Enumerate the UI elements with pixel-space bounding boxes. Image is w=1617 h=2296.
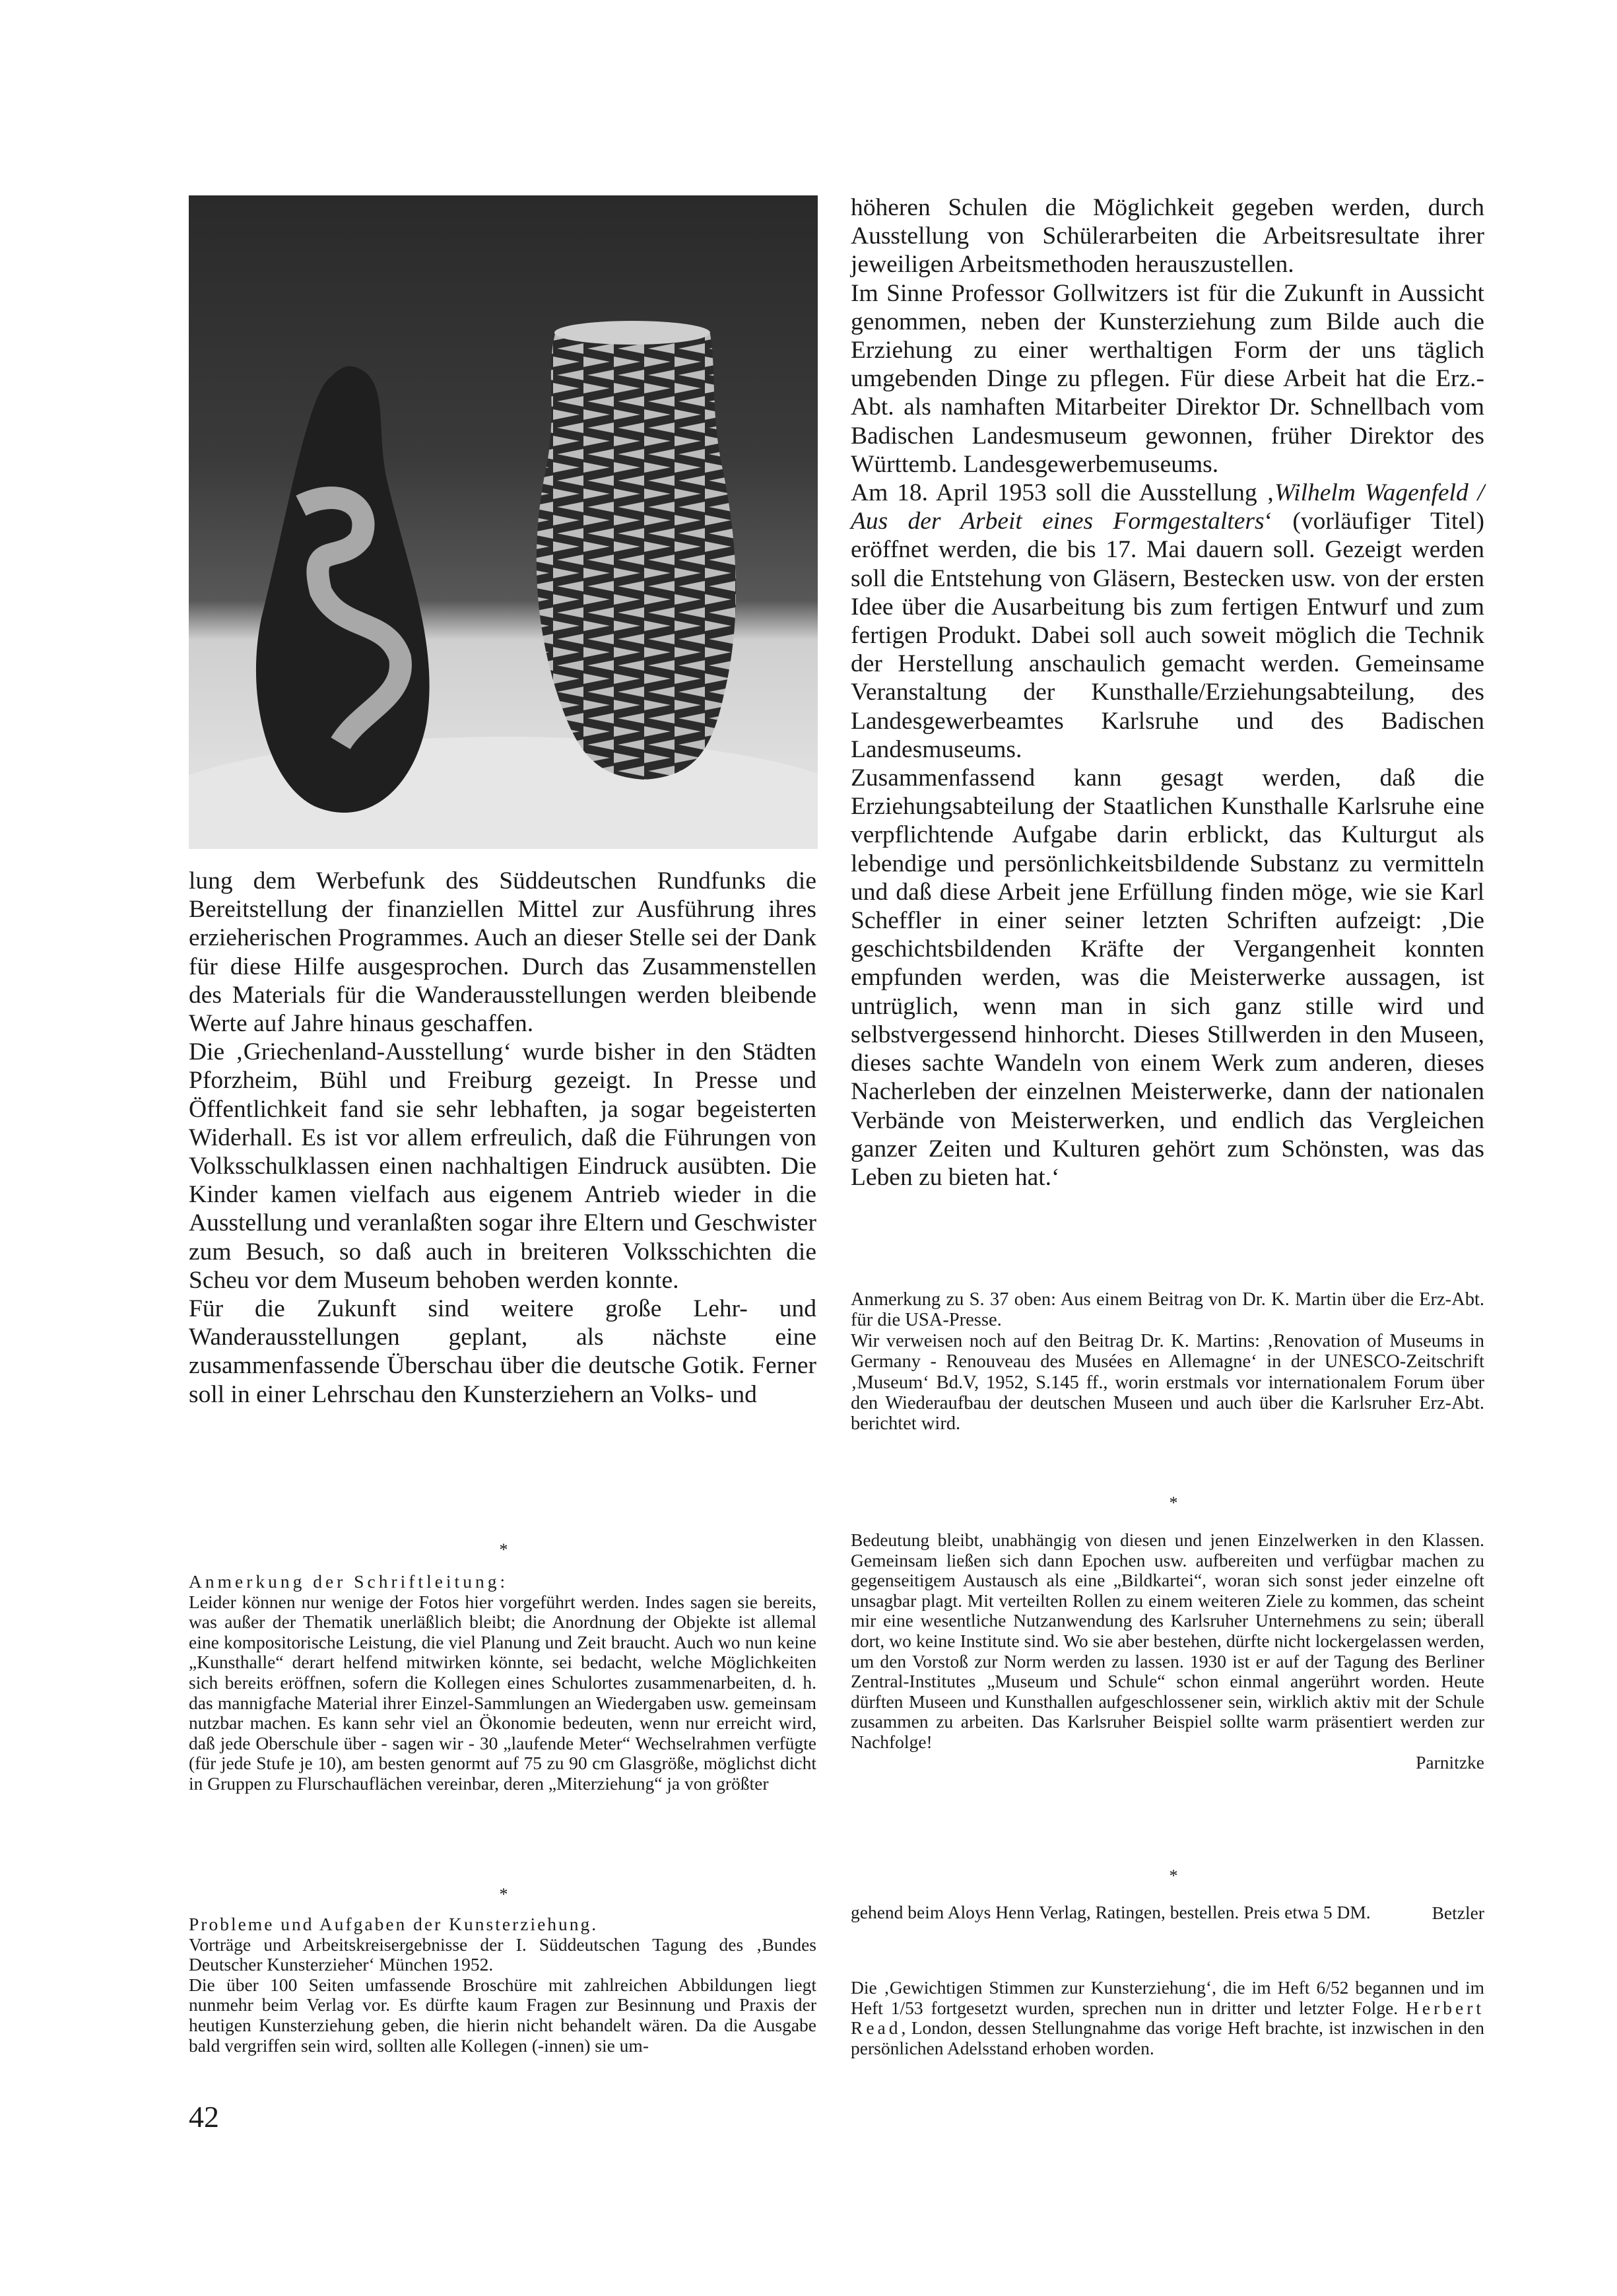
right-vase [537,324,736,780]
separator-star: * [499,1540,508,1559]
editor-note [189,1572,816,1794]
paragraph: Für die Zukunft sind weitere große Lehr- und Wanderausstellungen geplant, als nächste eine zusammenfassende Überschau über die deutsche Gotik. Ferner soll in einer Lehrschau den Kunsterziehern an Volks- und [189,1295,816,1408]
page-number: 42 [189,2100,219,2134]
voices-text: Die ‚Gewichtigen Stimmen zur Kunsterziehung‘, die im Heft 6/52 begannen und im Heft 1/53 fortgesetzt wurden, sprechen nun in dritter und letzter Folge. Herbert Read, London, dessen Stellungnahme das vorige Heft brachte, ist inzwischen in den persönlichen Adelsstand erhoben worden. [851,1977,1485,2058]
voices-notice [851,1978,1484,2058]
separator-star: * [1169,1866,1178,1885]
editor-note-continued [851,1530,1484,1773]
signature-parnitzke: Parnitzke [1416,1751,1484,1773]
editor-note-heading: Anmerkung der Schriftleitung: [189,1571,509,1592]
vases-photo [189,195,818,849]
note: Wir verweisen noch auf den Beitrag Dr. K. Martins: ‚Renovation of Museums in Germany - Renouveau des Musées en Allemagne‘ in der UNESCO-Zeitschrift ‚Museum‘ Bd.V, 1952, S.145 ff., worin erstmals vor internationalem Forum über den Wiederaufbau der deutschen Museen und auch über die Karlsruher Erz-Abt. berichtet wird. [851,1330,1484,1435]
problems-notice [189,1914,816,2056]
paragraph: lung dem Werbefunk des Süddeutschen Rundfunks die Bereitstellung der finanziellen Mittel zur Ausführung ihres erzieherischen Programmes. Auch an dieser Stelle sei der Dank für diese Hilfe ausgesprochen. Durch das Zusammenstellen des Materials für die Wanderausstellungen werden bleibende Werte auf Jahre hinaus geschaffen. [189,867,816,1038]
left-jug [256,366,430,813]
vases-illustration [189,195,818,849]
paragraph-april: Am 18. April 1953 soll die Ausstellung ‚Wilhelm Wagenfeld / Aus der Arbeit eines Formgestalters‘ (vorläufiger Titel) eröffnet werden, die bis 17. Mai dauern soll. Gezeigt werden soll die Entstehung von Gläsern, Bestecken usw. von der ersten Idee über die Ausarbeitung bis zum fertigen Entwurf und zum fertigen Produkt. Dabei soll auch soweit möglich die Technik der Herstellung anschaulich gemacht werden. Gemeinsame Veranstaltung der Kunsthalle/Erziehungsabteilung, des Landesgewerbeamtes Karlsruhe und des Badischen Landesmuseums. [851,479,1484,763]
problems-continued [851,1903,1484,1923]
right-column [851,193,1484,1192]
problems-cont: gehend beim Aloys Henn Verlag, Ratingen, bestellen. Preis etwa 5 DM. [851,1902,1371,1922]
paragraph: Die ‚Griechenland-Ausstellung‘ wurde bisher in den Städten Pforzheim, Bühl und Freiburg gezeigt. In Presse und Öffentlichkeit fand sie sehr lebhaften, ja sogar begeisterten Widerhall. Es ist vor allem erfreulich, daß die Führungen von Volksschulklassen einen nachhaltigen Eindruck ausübten. Die Kinder kamen vielfach aus eigenem Antrieb wieder in die Ausstellung und veranlaßten sogar ihre Eltern und Geschwister zum Besuch, so daß auch in breiteren Volksschichten die Scheu vor dem Museum behoben werden konnte. [189,1038,816,1294]
separator-star: * [1169,1493,1178,1512]
problems-body: Die über 100 Seiten umfassende Broschüre mit zahlreichen Abbildungen liegt nunmehr beim Verlag vor. Es dürfte kaum Fragen zur Besinnung und Praxis der heutigen Kunsterziehung geben, die hierin nicht behandelt wären. Da die Ausgabe bald vergriffen sein wird, sollten alle Kollegen (-innen) sie um- [189,1974,816,2056]
signature-betzler: Betzler [1432,1902,1484,1923]
editor-note-cont: Bedeutung bleibt, unabhängig von diesen und jenen Einzelwerken in den Klassen. Gemeinsam ließen sich dann Epochen usw. aufbereiten und verfügbar machen zu gegenseitigem Austausch als eine „Bildkartei“, woran sich sonst jeder einzelne oft unsagbar plagt. Mit verteilten Rollen zu einem weiteren Ziele zu kommen, das scheint mir eine wesentliche Nutzanwendung des Karlsruher Unternehmens zu sein; überall dort, wo keine Institute sind. Wo sie aber bestehen, dürfte nicht lockergelassen werden, um den Vorstoß zur Norm werden zu lassen. 1930 ist er auf der Tagung des Berliner Zentral-Institutes „Museum und Schule“ schon einmal angerührt worden. Heute dürften Museen und Kunsthallen aufgeschlossener sein, wirklich aktiv mit der Schule zusammen zu arbeiten. Das Karlsruher Beispiel sollte warm präsentiert werden zur Nachfolge! [851,1530,1484,1752]
paragraph: Im Sinne Professor Gollwitzers ist für die Zukunft in Aussicht genommen, neben der Kunsterziehung zum Bilde auch die Erziehung zu einer werthaltigen Form der uns täglich umgebenden Dinge zu pflegen. Für diese Arbeit hat die Erz.-Abt. als namhaften Mitarbeiter Direktor Dr. Schnellbach vom Badischen Landesmuseum gewonnen, früher Direktor des Württemb. Landesgewerbemuseums. [851,279,1484,478]
problems-body: Vorträge und Arbeitskreisergebnisse der I. Süddeutschen Tagung des ‚Bundes Deutscher Kunsterzieher‘ München 1952. [189,1934,816,1975]
editor-note-body: Leider können nur wenige der Fotos hier vorgeführt werden. Indes sagen sie bereits, was außer der Thematik unerläßlich bleibt; die Anordnung der Objekte ist allemal eine kompositorische Leistung, die viel Planung und Zeit braucht. Auch wo nun keine „Kunsthalle“ derart helfend mitwirken könnte, sei bedacht, welche Möglichkeiten sich bereits eröffnen, sofern die Kollegen eines Schulortes zusammenarbeiten, d. h. das mannigfache Material ihrer Einzel-Sammlungen an Wiedergaben usw. gemeinsam nutzbar machen. Es kann sehr viel an Ökonomie bedeuten, wenn nur erreicht wird, daß jede Oberschule über - sagen wir - 30 „laufende Meter“ Wechselrahmen verfügte (für jede Stufe je 10), am besten genormt auf 75 zu 90 cm Glasgröße, möglichst dicht in Gruppen zu Flurschauflächen vereinbar, deren „Miterziehung“ ja von größter [189,1591,816,1794]
separator-star: * [499,1885,508,1904]
problems-heading: Probleme und Aufgaben der Kunsterziehung. [189,1914,599,1934]
left-column [189,867,816,1409]
note: Anmerkung zu S. 37 oben: Aus einem Beitrag von Dr. K. Martin über die Erz-Abt. für die USA-Presse. [851,1289,1484,1331]
paragraph: Zusammenfassend kann gesagt werden, daß die Erziehungsabteilung der Staatlichen Kunsthalle Karlsruhe eine verpflichtende Aufgabe darin erblickt, das Kulturgut als lebendige und persönlichkeitsbildende Substanz zu vermitteln und daß diese Arbeit jene Erfüllung finden möge, wie sie Karl Scheffler in einer seiner letzten Schriften aufzeigt: ‚Die geschichtsbildenden Kräfte der Vergangenheit konnten empfunden werden, was die Meisterwerke aussagen, ist untrüglich, wenn man in sich ganz stille wird und selbstvergessend hinhorcht. Dieses Stillwerden in den Museen, dieses sachte Wandeln von einem Werk zum anderen, dieses Nacherleben der einzelnen Meisterwerke, dann der nationalen Verbände von Meisterwerken, und endlich das Vergleichen ganzer Zeiten und Kulturen gehört zum Schönsten, was das Leben zu bieten hat.‘ [851,764,1484,1191]
right-notes [851,1289,1484,1435]
paragraph: höheren Schulen die Möglichkeit gegeben werden, durch Ausstellung von Schülerarbeiten die Arbeitsresultate ihrer jeweiligen Arbeitsmethoden herauszustellen. [851,194,1484,279]
